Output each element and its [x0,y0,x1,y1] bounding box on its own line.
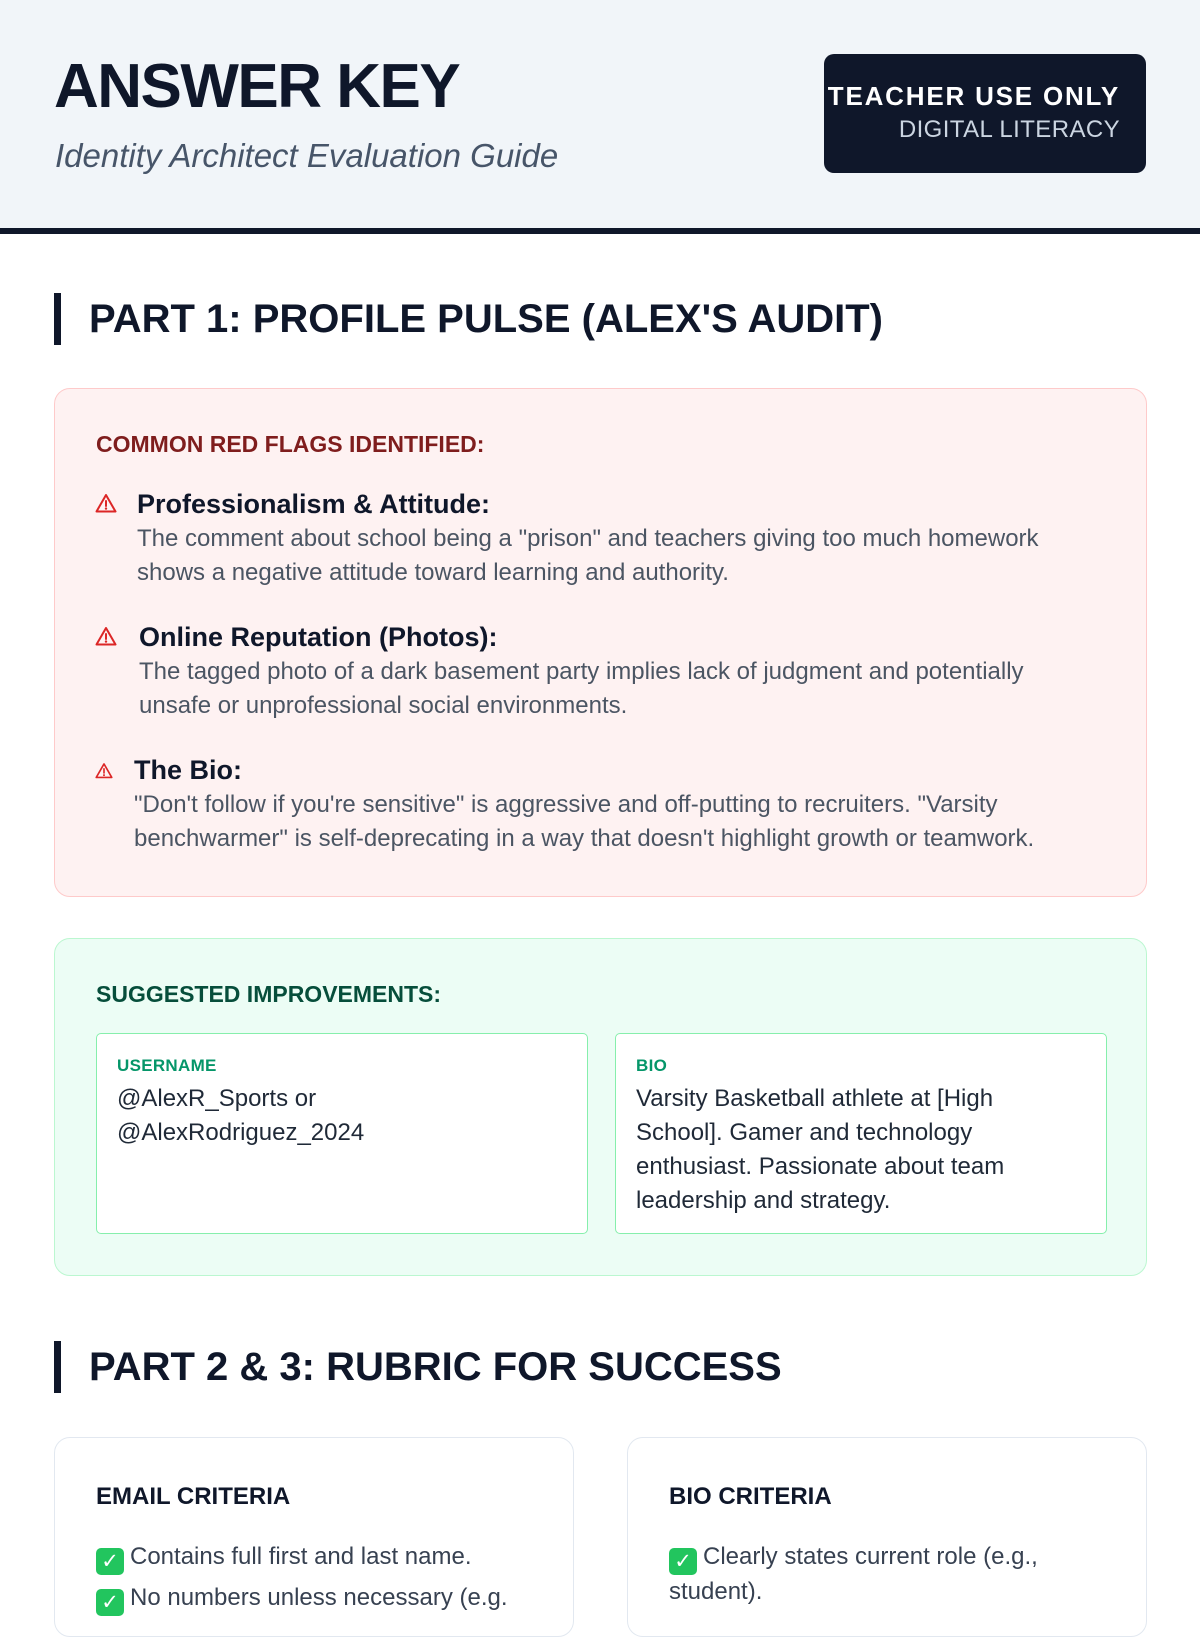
email-criterion-text: No numbers unless necessary (e.g. [130,1584,508,1611]
check-mark-icon: ✓ [96,1548,124,1575]
email-criteria-list [96,1540,546,1622]
bio-criteria-list [669,1540,1119,1614]
teacher-use-badge [824,54,1146,173]
email-criterion [96,1540,546,1575]
email-criteria-card [54,1437,574,1637]
check-mark-icon: ✓ [669,1548,697,1575]
badge-subject-label: DIGITAL LITERACY [898,116,1120,143]
check-mark-icon: ✓ [96,1589,124,1616]
bio-criterion-text: Clearly states current role (e.g., student). [669,1543,1038,1605]
username-suggestion-box [96,1033,588,1234]
red-flag-description: "Don't follow if you're sensitive" is aggressive and off-putting to recruiters. "Varsity benchwarmer" is self-deprecating in a way that doesn't highlight growth or teamwork. [134,791,1035,852]
page-subtitle: Identity Architect Evaluation Guide [55,137,559,174]
email-criterion-text: Contains full first and last name. [130,1543,472,1570]
warning-icon [95,626,117,646]
improvements-card [54,938,1147,1276]
badge-audience-label: TEACHER USE ONLY [827,81,1120,111]
section-title-part2-3: PART 2 & 3: RUBRIC FOR SUCCESS [54,1341,782,1393]
bio-label: BIO [636,1056,668,1075]
section-title-part1: PART 1: PROFILE PULSE (ALEX'S AUDIT) [54,293,883,345]
warning-icon [95,762,113,779]
email-criterion [96,1581,546,1616]
username-suggestion: @AlexR_Sports or @AlexRodriguez_2024 [117,1085,365,1146]
email-criteria-heading: EMAIL CRITERIA [96,1483,291,1510]
page-title: ANSWER KEY [54,52,460,121]
bio-suggestion-box [615,1033,1107,1234]
page-header [0,0,1200,234]
bio-criterion [669,1540,1119,1608]
warning-icon [95,493,117,513]
red-flag-title: Online Reputation (Photos): [139,622,498,652]
red-flag-title: The Bio: [134,755,242,785]
username-label: USERNAME [117,1056,217,1075]
bio-criteria-heading: BIO CRITERIA [669,1483,832,1510]
red-flag-description: The comment about school being a "prison" and teachers giving too much homework shows a negative attitude toward learning and authority. [137,525,1039,586]
red-flag-title: Professionalism & Attitude: [137,489,491,519]
red-flag-description: The tagged photo of a dark basement party implies lack of judgment and potentially unsafe or unprofessional social environments. [139,658,1024,719]
bio-criteria-card [627,1437,1147,1637]
improvements-heading: SUGGESTED IMPROVEMENTS: [96,981,442,1007]
red-flags-heading: COMMON RED FLAGS IDENTIFIED: [96,431,485,457]
red-flags-card [54,388,1147,897]
bio-suggestion: Varsity Basketball athlete at [High School]. Gamer and technology enthusiast. Passionate about team leadership and strategy. [636,1085,1005,1214]
